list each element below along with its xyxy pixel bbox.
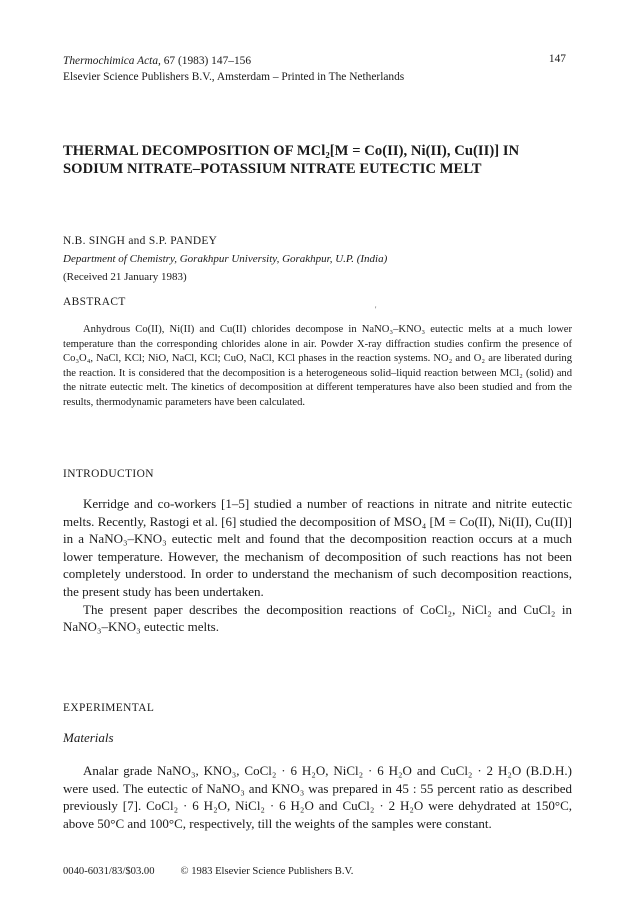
affiliation: Department of Chemistry, Gorakhpur University, Gorakhpur, U.P. (India) xyxy=(63,253,388,265)
introduction-heading: INTRODUCTION xyxy=(63,468,154,480)
copyright-notice: © 1983 Elsevier Science Publishers B.V. xyxy=(180,866,354,877)
journal-header xyxy=(63,53,404,85)
page-number: 147 xyxy=(548,53,566,65)
introduction-body xyxy=(63,495,572,636)
journal-name: Thermochimica Acta, xyxy=(63,55,161,67)
materials-paragraph: Analar grade NaNO₃, KNO₃, CoCl₂ · 6 H₂O, NiCl₂ · 6 H₂O and CuCl₂ · 2 H₂O (B.D.H.) were used. The eutectic of NaNO₃ and KNO₃ was prepared in 45 : 55 percent ratio as described previously [7]. CoCl₂ · 6 H₂O, NiCl₂ · 6 H₂O and CuCl₂ · 2 H₂O were dehydrated at 150°C, above 50°C and 100°C, respectively, till the weights of the samples were constant. xyxy=(63,763,572,831)
experimental-heading: EXPERIMENTAL xyxy=(63,702,155,714)
issn-price: 0040-6031/83/$03.00 xyxy=(63,866,155,877)
publisher-line: Elsevier Science Publishers B.V., Amsterdam – Printed in The Netherlands xyxy=(63,71,405,83)
scan-mark: ' xyxy=(375,305,377,314)
journal-reference: 67 (1983) 147–156 xyxy=(160,55,252,67)
received-date: (Received 21 January 1983) xyxy=(63,271,187,283)
introduction-paragraph-1: Kerridge and co-workers [1–5] studied a number of reactions in nitrate and nitrite eutectic melts. Recently, Rastogi et al. [6] studied the decomposition of MSO₄ [M = Co(II), Ni(II), Cu(II)] in a NaNO₃–KNO₃ eutectic melt and found that the decomposition reaction occurs at a much lower temperature. However, the mechanism of decomposition of such reactions has not been completely understood. In order to understand the mechanism of such decomposition reactions, the present study has been undertaken. xyxy=(63,496,572,599)
abstract-heading: ABSTRACT xyxy=(63,296,126,308)
article-title: THERMAL DECOMPOSITION OF MCl₂[M = Co(II), Ni(II), Cu(II)] IN SODIUM NITRATE–POTASSIUM NITRATE EUTECTIC MELT xyxy=(63,143,520,177)
abstract-text: Anhydrous Co(II), Ni(II) and Cu(II) chlorides decompose in NaNO₃–KNO₃ eutectic melts at a much lower temperature than the corresponding chlorides alone in air. Powder X-ray diffraction studies confirm the presence of Co₃O₄, NaCl, KCl; NiO, NaCl, KCl; CuO, NaCl, KCl phases in the reaction systems. NO₂ and O₂ are liberated during the reaction. It is considered that the decomposition is a heterogeneous solid–liquid reaction between MCl₂ (solid) and the nitrate eutectic melt. The kinetics of decomposition at different temperatures have also been studied and from the results, thermodynamic parameters have been calculated. xyxy=(63,324,572,408)
introduction-paragraph-2: The present paper describes the decomposition reactions of CoCl₂, NiCl₂ and CuCl₂ in NaNO₃–KNO₃ eutectic melts. xyxy=(63,601,572,635)
page-footer xyxy=(63,866,379,877)
materials-subheading: Materials xyxy=(63,730,114,745)
author-list: N.B. SINGH and S.P. PANDEY xyxy=(63,235,218,247)
